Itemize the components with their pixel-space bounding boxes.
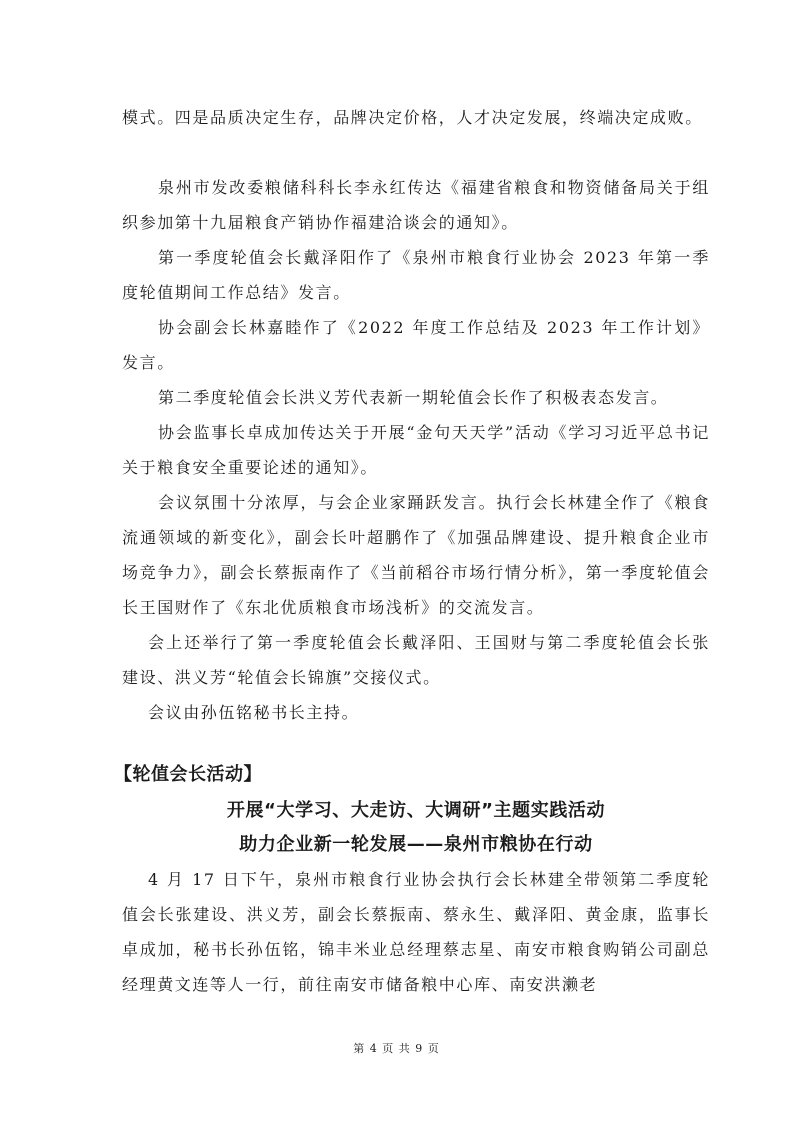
section-heading: 【轮值会长活动】: [114, 764, 262, 785]
paragraph-host: 会议由孙伍铭秘书长主持。: [148, 703, 360, 722]
page-number-footer: 第 4 页 共 9 页: [353, 1042, 440, 1055]
paragraph-q1-summary: 第一季度轮值会长戴泽阳作了《泉州市粮食行业协会 2023 年第一季度轮值期间工作总结》发言。: [122, 248, 710, 302]
paragraph-annual-plan: 协会副会长林嘉睦作了《2022 年度工作总结及 2023 年工作计划》发言。: [122, 318, 710, 372]
paragraph-q2-statement: 第二季度轮值会长洪义芳代表新一期轮值会长作了积极表态发言。: [158, 388, 669, 407]
paragraph-notice-relay: 泉州市发改委粮储科科长李永红传达《福建省粮食和物资储备局关于组织参加第十九届粮食产销协作福建洽谈会的通知》。: [122, 178, 710, 232]
paragraph-banner-handover: 会上还举行了第一季度轮值会长戴泽阳、王国财与第二季度轮值会长张建设、洪义芳“轮值会长锦旗”交接仪式。: [122, 633, 710, 687]
article-title-line2: 助力企业新一轮发展——泉州市粮协在行动: [239, 834, 593, 855]
paragraph-golden-sentence: 协会监事长卓成加传达关于开展“金句天天学”活动《学习习近平总书记关于粮食安全重要论述的通知》。: [122, 423, 710, 477]
article-title-line1: 开展“大学习、大走访、大调研”主题实践活动: [226, 800, 606, 821]
paragraph-exchange-speeches: 会议氛围十分浓厚，与会企业家踊跃发言。执行会长林建全作了《粮食流通领域的新变化》，副会长叶超鹏作了《加强品牌建设、提升粮食企业市场竞争力》，副会长蔡振南作了《当前稻谷市场行情分析》，第一季度轮值会长王国财作了《东北优质粮食市场浅析》的交流发言。: [122, 493, 710, 617]
paragraph-visit-report: 4 月 17 日下午，泉州市粮食行业协会执行会长林建全带领第二季度轮值会长张建设、洪义芳，副会长蔡振南、蔡永生、戴泽阳、黄金康，监事长卓成加，秘书长孙伍铭，锦丰米业总经理蔡志星、南安市粮食购销公司副总经理黄文连等人一行，前往南安市储备粮中心库、南安洪濑老: [122, 870, 710, 994]
paragraph-conclusion: 模式。四是品质决定生存，品牌决定价格，人才决定发展，终端决定成败。: [122, 108, 703, 127]
